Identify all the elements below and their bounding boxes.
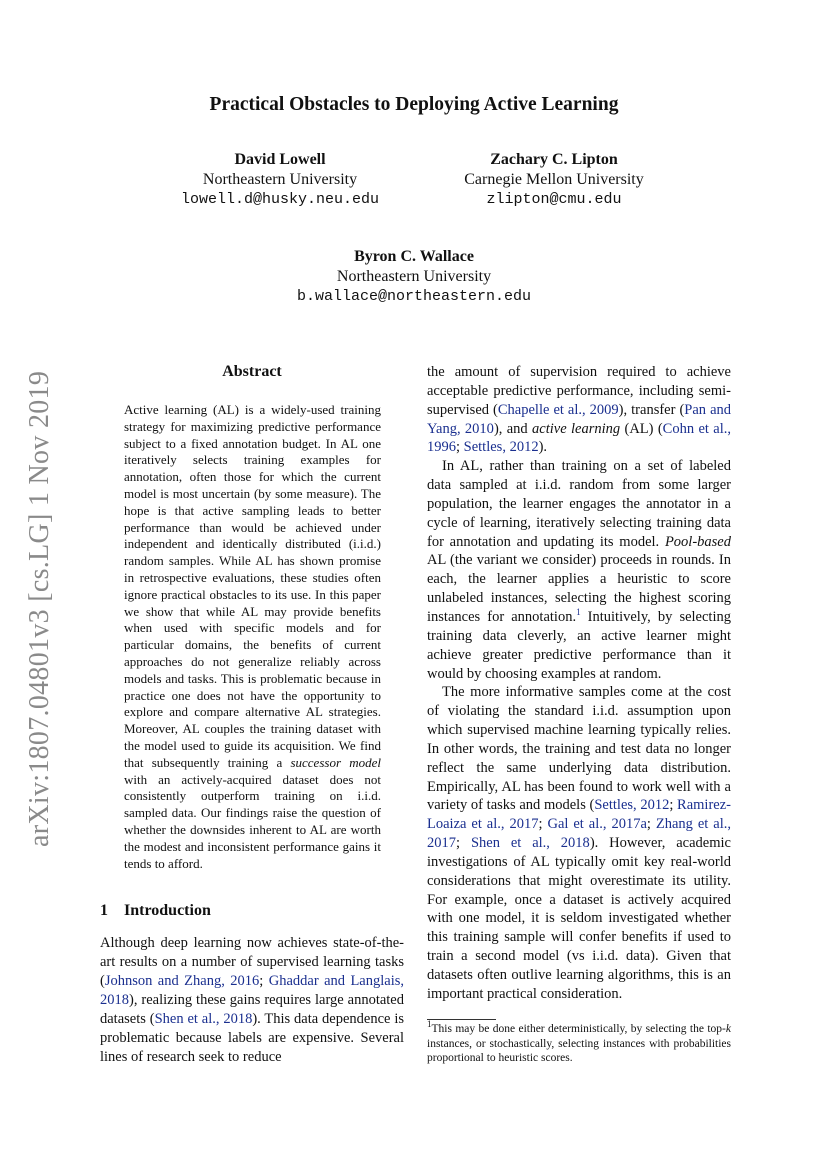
section-number: 1: [100, 902, 108, 919]
citation-link[interactable]: Cohn et al., 1996: [427, 420, 731, 456]
text-run: (AL) (: [620, 420, 663, 437]
author-name: Zachary C. Lipton: [490, 151, 618, 168]
text-run: instances, or stochastically, selecting instances with probabilities proportional to heuristic scores.: [427, 1037, 731, 1064]
text-run: ). This data dependence is problematic because labels are expensive. Several lines of research seek to reduce: [100, 1011, 404, 1065]
footnote-divider: [427, 1019, 496, 1020]
author-email: lowell.d@husky.neu.edu: [180, 191, 380, 208]
citation-link[interactable]: Zhang et al., 2017: [427, 816, 731, 852]
footnote: [427, 1019, 731, 1066]
abstract-text: [124, 402, 381, 872]
abstract-heading: Abstract: [222, 363, 282, 380]
text-run: ).: [538, 439, 548, 456]
author-block-1: [180, 150, 380, 210]
citation-link[interactable]: Pan and Yang, 2010: [427, 401, 732, 437]
author-block-2: [434, 150, 674, 210]
text-run: ;: [456, 835, 471, 852]
citation-link[interactable]: Ghaddar and Langlais, 2018: [100, 973, 404, 1008]
author-name: Byron C. Wallace: [354, 248, 474, 265]
text-run: Although deep learning now achieves state-of-the-art results on a number of supervised learning tasks (: [100, 935, 404, 989]
abstract-italic-term: successor model: [290, 754, 381, 770]
footnote-marker[interactable]: 1: [576, 607, 581, 618]
citation-link[interactable]: Shen et al., 2018: [154, 1011, 253, 1027]
text-run: In AL, rather than training on a set of labeled data sampled at i.i.d. random from some larger population, the learner engages the annotator in a cycle of learning, iteratively selecting training data for annotation and updating its model.: [427, 458, 731, 550]
text-run: AL (the variant we consider) proceeds in rounds. In each, the learner applies a heuristic to score unlabeled instances, selecting the highest scoring instances for annotation.: [427, 552, 731, 625]
text-run: ), realizing these gains requires large annotated datasets (: [100, 992, 404, 1027]
citation-link[interactable]: Johnson and Zhang, 2016: [104, 973, 260, 989]
abstract-text-part: with an actively-acquired dataset does not consistently outperform training on i.i.d. sampled data. Our findings raise the question of whether the downsides inherent to AL are worth the modest and inconsistent performance gains it tends to afford.: [124, 771, 381, 871]
text-run: ;: [259, 973, 269, 989]
citation-link[interactable]: Shen et al., 2018: [470, 835, 590, 852]
section-title: Introduction: [124, 902, 211, 919]
paper-title: Practical Obstacles to Deploying Active Learning: [209, 94, 619, 115]
math-variable: k: [725, 1023, 731, 1035]
author-affiliation: Carnegie Mellon University: [464, 171, 644, 188]
footnote-number: 1: [427, 1019, 432, 1030]
italic-term: active learning: [532, 420, 621, 437]
text-run: The more informative samples come at the cost of violating the standard i.i.d. assumption upon which supervised machine learning typically relies. In other words, the training and test data no longer reflect the same underlying data distribution. Empirically, AL has been found to work well with a variety of tasks and models (: [427, 684, 731, 814]
abstract-text-part: Active learning (AL) is a widely-used training strategy for maximizing predictive performance subject to a fixed annotation budget. In AL one iteratively selects training examples for annotation, often those for which the current model is most uncertain (by some measure). The hope is that active sampling leads to better performance than would be achieved under independent and identically distributed (i.i.d.) random samples. While AL has shown promise in retrospective evaluations, these studies often ignore practical obstacles to its use. In this paper we show that while AL may provide benefits when used with specific models and for particular domains, the benefits of current approaches do not generalize reliably across models and tasks. This is problematic because in practice one does not have the opportunity to explore and compare alternative AL strategies. Moreover, AL couples the training dataset with the model used to guide its acquisition. We find that subsequently training a: [124, 402, 381, 770]
citation-link[interactable]: Settles, 2012: [594, 797, 670, 814]
paragraph: [427, 457, 731, 683]
citation-link[interactable]: Settles, 2012: [463, 439, 539, 456]
italic-term: Pool-based: [664, 533, 731, 550]
intro-paragraph: [100, 934, 404, 1067]
text-run: the amount of supervision required to achieve acceptable predictive performance, including semi-supervised (: [427, 364, 731, 418]
author-email: zlipton@cmu.edu: [486, 191, 622, 208]
text-run: ;: [646, 816, 656, 833]
text-run: ;: [456, 439, 464, 456]
citation-link[interactable]: Gal et al., 2017a: [547, 816, 647, 833]
paragraph: [427, 683, 731, 1003]
author-affiliation: Northeastern University: [336, 268, 492, 285]
citation-link[interactable]: Ramirez-Loaiza et al., 2017: [427, 797, 731, 833]
author-name: David Lowell: [234, 151, 326, 168]
author-email: b.wallace@northeastern.edu: [296, 288, 532, 305]
paragraph: [427, 363, 731, 457]
author-block-3: [264, 247, 564, 307]
right-column: [427, 363, 731, 1004]
text-run: Intuitively, by selecting training data cleverly, an active learner might achieve greater predictive performance than it would by choosing examples at random.: [427, 608, 731, 682]
text-run: ). However, academic investigations of AL typically omit key real-world considerations that might overestimate its utility. For example, once a dataset is actively acquired with one model, it is seldom investigated whether this training sample will confer benefits if used to train a second model (vs i.i.d. data). Given that datasets often outlive learning algorithms, this is an important practical consideration.: [427, 835, 731, 1002]
citation-link[interactable]: Chapelle et al., 2009: [497, 401, 619, 418]
text-run: ), and: [493, 420, 533, 437]
text-run: This may be done either deterministically, by selecting the top-: [431, 1023, 726, 1035]
section-heading: [100, 902, 211, 920]
text-run: ;: [538, 816, 548, 833]
author-affiliation: Northeastern University: [202, 171, 358, 188]
text-run: ;: [669, 797, 678, 814]
text-run: ), transfer (: [618, 401, 685, 418]
arxiv-identifier: arXiv:1807.04801v3 [cs.LG] 1 Nov 2019: [24, 370, 55, 847]
